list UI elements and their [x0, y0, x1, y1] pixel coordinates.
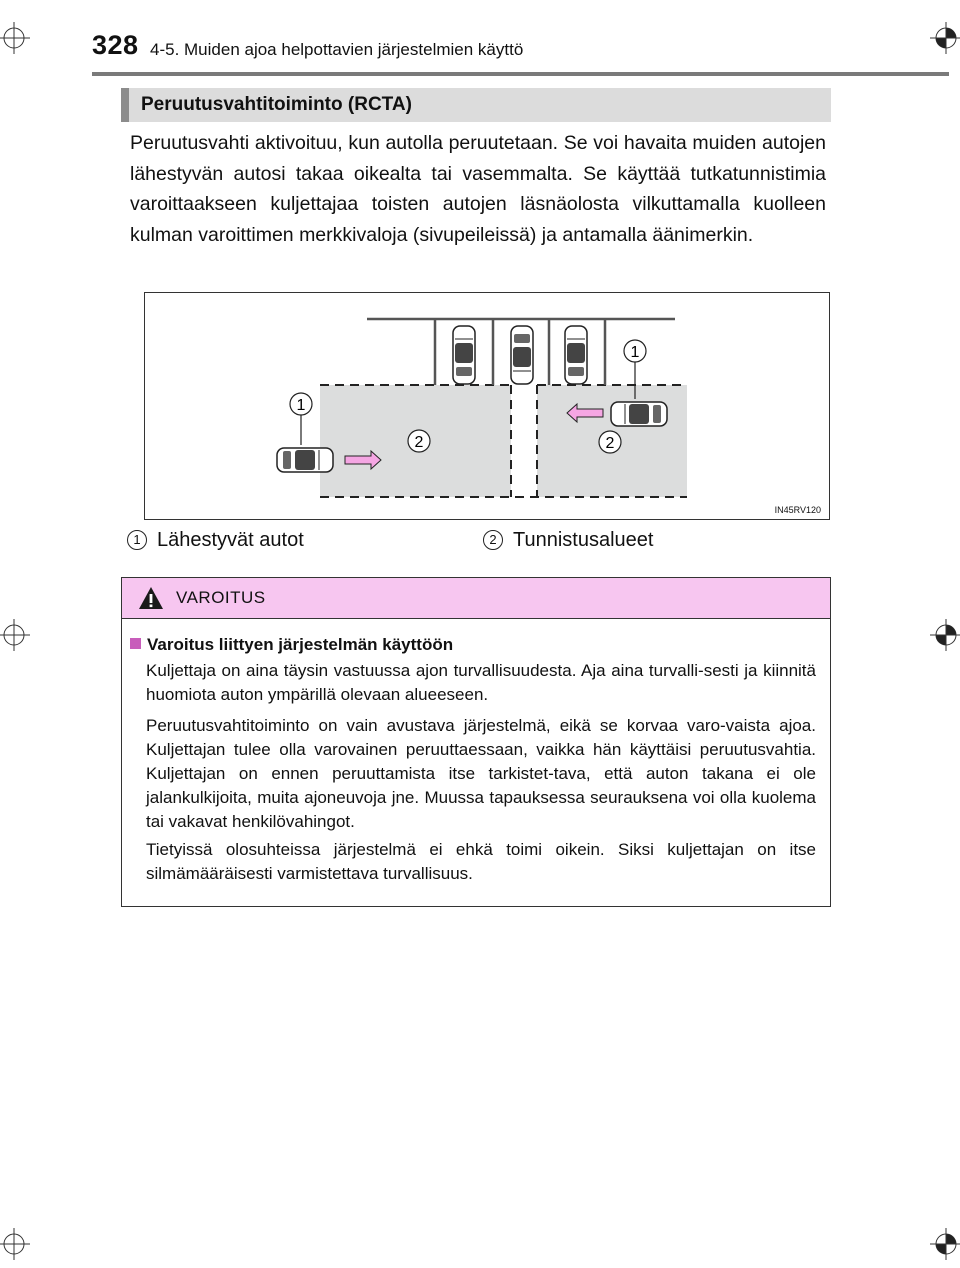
crop-mark-mid-left [0, 615, 40, 655]
legend-item [127, 527, 304, 553]
legend-label: Tunnistusalueet [513, 529, 654, 551]
crop-mark-top-right [920, 18, 960, 58]
parked-car-icon [453, 326, 475, 384]
warning-paragraph: Peruutusvahtitoiminto on vain avustava järjestelmä, eikä se korvaa varo-vaista ajoa. Kuljettajan tulee olla varovainen peruuttaessaan, vaikka hän käyttäisi peruutusvahtia. Kuljettajan on ennen peruuttamista itse tarkistet-tava, että auton takana ei ole jalankulkijoita, muita ajoneuvoja jne. Muussa tapauksessa seurauksena voi olla kuolema tai vakavat henkilövahingot. [146, 716, 816, 831]
legend-number: 2 [483, 530, 503, 550]
svg-text:2: 2 [414, 434, 424, 451]
section-title: Peruutusvahtitoiminto (RCTA) [141, 94, 412, 115]
approaching-car-right-icon [611, 402, 667, 426]
header-divider [92, 72, 949, 76]
callout-2-right [599, 431, 621, 453]
figure-code: IN45RV120 [774, 505, 821, 515]
chapter-title: 4-5. Muiden ajoa helpottavien järjestelmien käyttö [150, 40, 524, 59]
approaching-car-left-icon [277, 448, 333, 472]
bullet-square-icon [130, 638, 141, 649]
warning-paragraph: Kuljettaja on aina täysin vastuussa ajon turvallisuudesta. Aja aina turvalli-sesti ja kiinnitä huomiota auton ympärillä olevaan alueeseen. [146, 661, 816, 704]
rcta-diagram [145, 293, 831, 521]
warning-box [121, 577, 831, 907]
svg-text:1: 1 [296, 397, 306, 414]
section-header [121, 88, 831, 122]
warning-title: VAROITUS [176, 588, 266, 607]
crop-mark-top-left [0, 18, 40, 58]
legend-number: 1 [127, 530, 147, 550]
warning-paragraph: Tietyissä olosuhteissa järjestelmä ei ehkä toimi oikein. Siksi kuljettajan on itse silmämääräisesti varmistettava turvallisuus. [146, 840, 816, 883]
svg-text:1: 1 [630, 344, 640, 361]
warning-subheading: Varoitus liittyen järjestelmän käyttöön [130, 635, 453, 655]
crop-mark-mid-right [920, 615, 960, 655]
parked-car-icon [565, 326, 587, 384]
page-number: 328 [92, 30, 139, 60]
callout-2-left [408, 430, 430, 452]
callout-1-left [290, 393, 312, 415]
reversing-car-icon [511, 326, 533, 384]
crop-mark-bottom-right [920, 1224, 960, 1264]
callout-1-right [624, 340, 646, 362]
rcta-figure [144, 292, 830, 520]
crop-mark-bottom-left [0, 1224, 40, 1264]
svg-text:2: 2 [605, 435, 615, 452]
legend-label: Lähestyvät autot [157, 529, 304, 551]
legend-item [483, 527, 653, 553]
intro-paragraph: Peruutusvahti aktivoituu, kun autolla peruutetaan. Se voi havaita muiden autojen lähestyvän autosi takaa oikealta tai vasemmalta. Se käyttää tutkatunnistimia varoittaakseen kuljettajaa toisten autojen läsnäolosta vilkuttamalla kuolleen kulman varoittimen merkkivaloja (sivupeileissä) ja antamalla äänimerkin. [130, 132, 826, 246]
warning-header [122, 578, 830, 619]
warning-triangle-icon [138, 586, 164, 610]
